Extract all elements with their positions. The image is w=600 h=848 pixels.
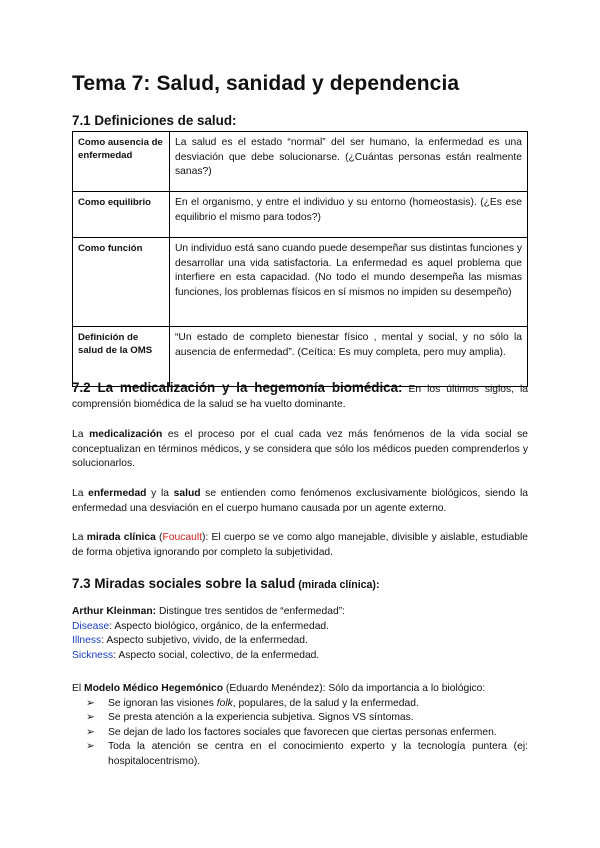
illness-term: Illness	[72, 635, 102, 647]
section-7-2-heading: 7.2 La medicalización y la hegemonía biomédica:	[72, 380, 403, 395]
section-7-3-heading: 7.3 Miradas sociales sobre la salud	[72, 576, 296, 591]
arrow-bullet-icon: ➢	[86, 726, 95, 738]
definition-text: “Un estado de completo bienestar físico , mental y social, y no sólo la ausencia de enfermedad”. (Ceítica: Es muy completa, pero muy amplia).	[170, 327, 528, 387]
definition-term: Como función	[73, 238, 170, 327]
section-7-3-heading-line: 7.3 Miradas sociales sobre la salud (mirada clínica):	[72, 576, 380, 591]
modelo-medico-line: El Modelo Médico Hegemónico (Eduardo Menéndez): Sólo da importancia a lo biológico:	[72, 683, 486, 694]
table-row	[73, 192, 528, 238]
foucault-author: Foucault	[162, 532, 202, 543]
definition-text: La salud es el estado “normal” del ser humano, la enfermedad es una desviación que debe solucionarse. (¿Cuántas personas están realmente sanas?)	[170, 132, 528, 192]
list-item: ➢ Toda la atención se centra en el conocimiento experto y la tecnología puntera (ej: hospitalocentrismo).	[86, 741, 528, 767]
arrow-bullet-icon: ➢	[86, 712, 95, 724]
definition-text: Un individuo está sano cuando puede desempeñar sus distintas funciones y desarrollar una vida satisfactoria. La enfermedad es aquel problema que interfiere en esta capacidad. (No todo el mundo desempeña las mismas funciones, los problemas físicos en sí mismos no impiden su desempeño)	[170, 238, 528, 327]
section-7-1-heading: 7.1 Definiciones de salud:	[72, 113, 237, 128]
list-item: ➢ Se presta atención a la experiencia subjetiva. Signos VS síntomas.	[72, 711, 528, 726]
page-title: Tema 7: Salud, sanidad y dependencia	[72, 72, 460, 95]
sickness-term: Sickness	[72, 649, 114, 661]
table-row	[73, 327, 528, 387]
enfermedad-salud-paragraph: La enfermedad y la salud se entienden como fenómenos exclusivamente biológicos, siendo la enfermedad una desviación en el cuerpo humano causada por un agente externo.	[72, 488, 528, 514]
arrow-bullet-icon: ➢	[86, 741, 95, 753]
disease-term: Disease	[72, 620, 110, 632]
definitions-table	[72, 131, 528, 387]
list-item: ➢ Se dejan de lado los factores sociales que favorecen que ciertas personas enfermen.	[72, 726, 528, 741]
list-item: Sickness: Aspecto social, colectivo, de la enfermedad.	[72, 649, 320, 661]
kleinman-block	[72, 605, 528, 663]
definition-term: Como ausencia de enfermedad	[73, 132, 170, 192]
table-row	[73, 132, 528, 192]
kleinman-line: Arthur Kleinman: Distingue tres sentidos de “enfermedad”:	[72, 606, 345, 617]
modelo-medico-term: Modelo Médico Hegemónico	[84, 683, 224, 694]
modelo-medico-block	[72, 682, 528, 770]
medicalizacion-paragraph: La medicalización es el proceso por el cual cada vez más fenómenos de la vida social se conceptualizan en términos médicos, y se considera que sólo los médicos pueden comprenderlos y solucionarlos.	[72, 429, 528, 470]
modelo-medico-list	[72, 697, 528, 770]
kleinman-name: Arthur Kleinman:	[72, 606, 157, 617]
medicalizacion-term: medicalización	[89, 429, 163, 440]
definition-term: Como equilibrio	[73, 192, 170, 238]
list-item: ➢ Se ignoran las visiones folk, populares, de la salud y la enfermedad.	[72, 697, 528, 712]
table-row	[73, 238, 528, 327]
list-item: Illness: Aspecto subjetivo, vivido, de la enfermedad.	[72, 635, 308, 647]
mirada-clinica-paragraph: La mirada clínica (Foucault): El cuerpo se ve como algo manejable, divisible y aislable, estudiable de forma objetiva ignorando por completo la subjetividad.	[72, 532, 528, 558]
arrow-bullet-icon: ➢	[86, 697, 95, 709]
section-7-2-intro: 7.2 La medicalización y la hegemonía biomédica: En los últimos siglos, la comprensión biomédica de la salud se ha vuelto dominante.	[72, 380, 528, 410]
definition-text: En el organismo, y entre el individuo y su entorno (homeostasis). (¿Es ese equilibrio el mismo para todos?)	[170, 192, 528, 238]
list-item: Disease: Aspecto biológico, orgánico, de la enfermedad.	[72, 620, 330, 632]
definition-term: Definición de salud de la OMS	[73, 327, 170, 387]
